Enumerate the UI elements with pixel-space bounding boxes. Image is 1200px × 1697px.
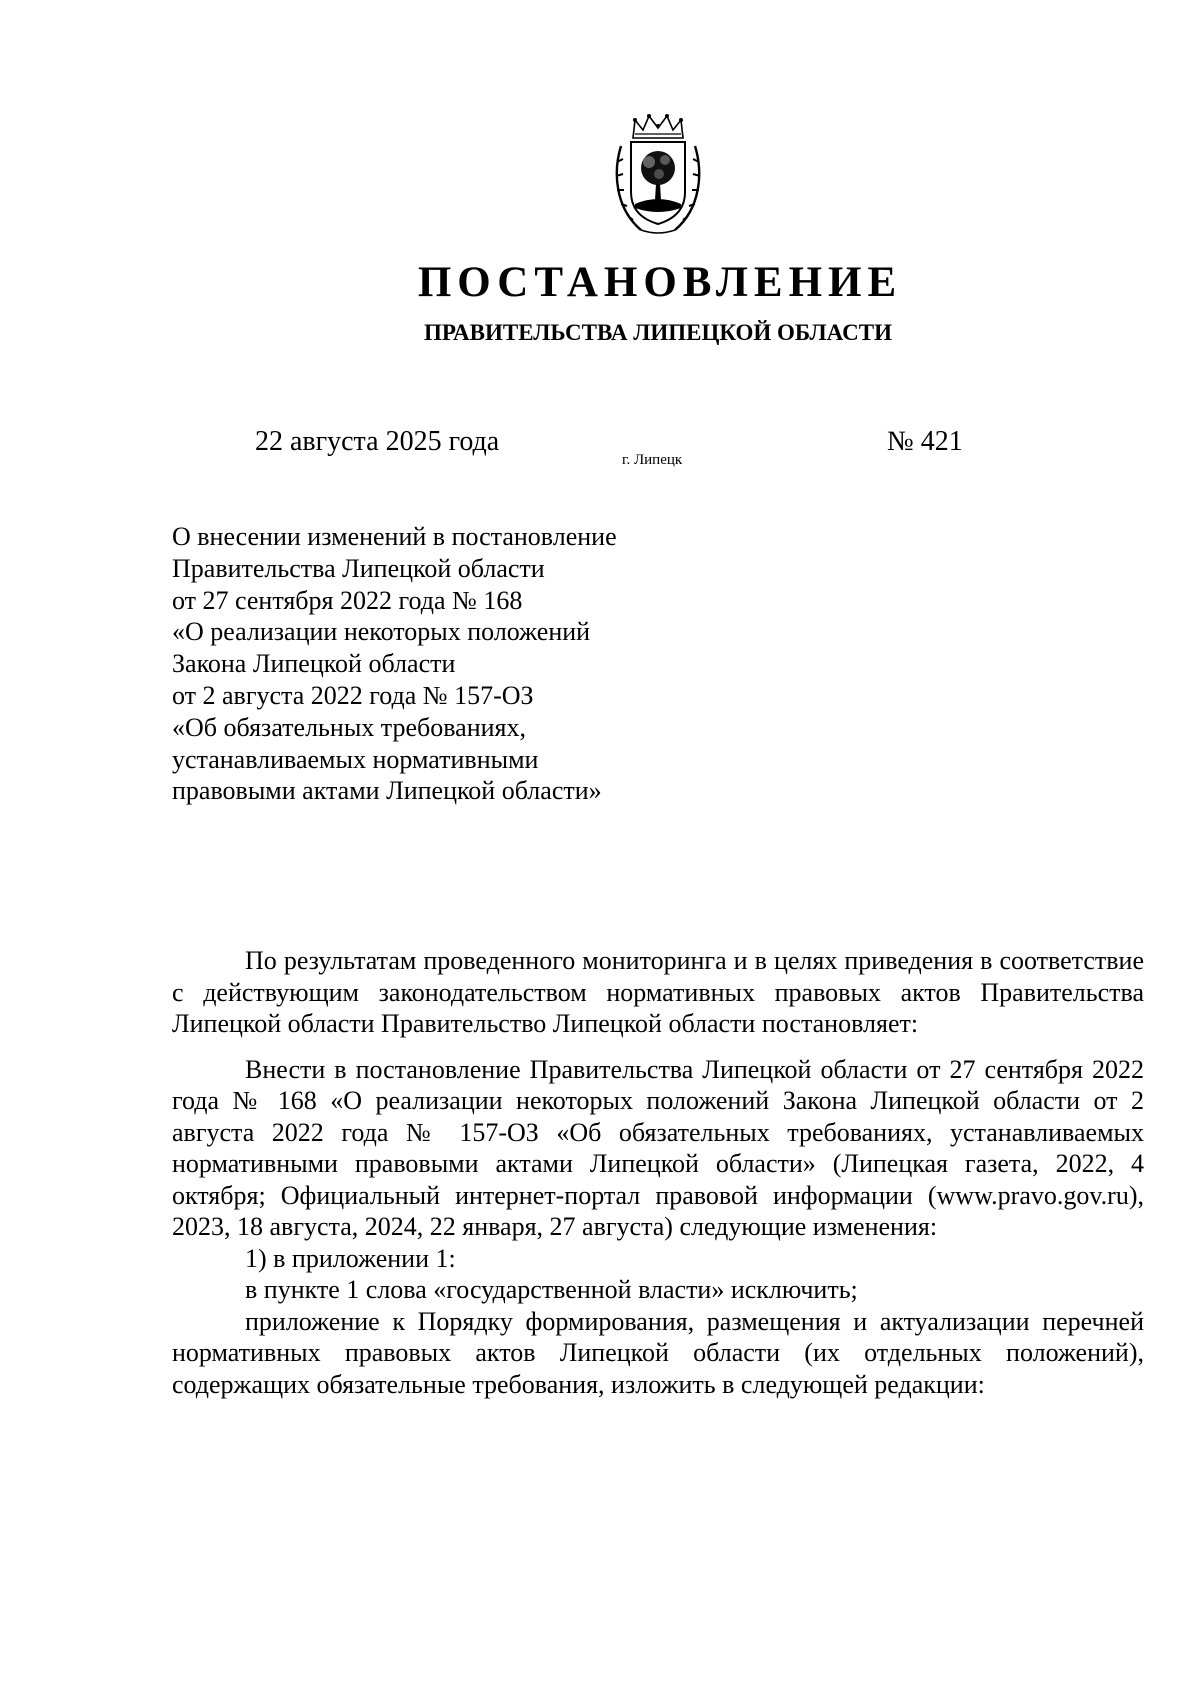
issuing-authority: ПРАВИТЕЛЬСТВА ЛИПЕЦКОЙ ОБЛАСТИ [424, 320, 892, 345]
title-line: правовыми актами Липецкой области» [172, 776, 602, 806]
title-line: О внесении изменений в постановление [172, 522, 617, 551]
title-line: от 2 августа 2022 года № 157-ОЗ [172, 680, 534, 710]
document-type-heading: ПОСТАНОВЛЕНИЕ [417, 259, 903, 306]
document-date: 22 августа 2025 года [255, 426, 500, 457]
title-line: Правительства Липецкой области [172, 553, 545, 583]
document-body [172, 945, 1144, 1400]
title-line: устанавливаемых нормативными [172, 744, 539, 774]
document-city: г. Липецк [622, 452, 683, 468]
item-1-b-paragraph: приложение к Порядку формирования, размещения и актуализации перечней нормативных правовых актов Липецкой области (их отдельных положений), содержащих обязательные требования, изложить в следующей редакции: [172, 1306, 1144, 1399]
title-line: от 27 сентября 2022 года № 168 [172, 585, 523, 615]
coat-of-arms-icon [611, 112, 705, 236]
decree-paragraph: Внести в постановление Правительства Липецкой области от 27 сентября 2022 года № 168 «О реализации некоторых положений Закона Липецкой области от 2 августа 2022 года № 157-ОЗ «Об обязательных требованиях, устанавливаемых нормативными правовыми актами Липецкой области» (Липецкая газета, 2022, 4 октября; Официальный интернет-портал правовой информации (www.pravo.gov.ru), 2023, 18 августа, 2024, 22 января, 27 августа) следующие изменения: [172, 1054, 1144, 1241]
title-line: «Об обязательных требованиях, [172, 712, 527, 742]
item-1-a-paragraph: в пункте 1 слова «государственной власти» исключить; [245, 1275, 858, 1304]
title-line: «О реализации некоторых положений [172, 617, 591, 647]
preamble-paragraph: По результатам проведенного мониторинга и в целях приведения в соответствие с действующим законодательством нормативных правовых актов Правительства Липецкой области Правительство Липецкой области постановляет: [172, 946, 1144, 1038]
title-line: Закона Липецкой области [172, 649, 456, 679]
item-1-paragraph: 1) в приложении 1: [245, 1243, 456, 1273]
document-number: № 421 [887, 426, 963, 457]
document-title [172, 521, 732, 807]
